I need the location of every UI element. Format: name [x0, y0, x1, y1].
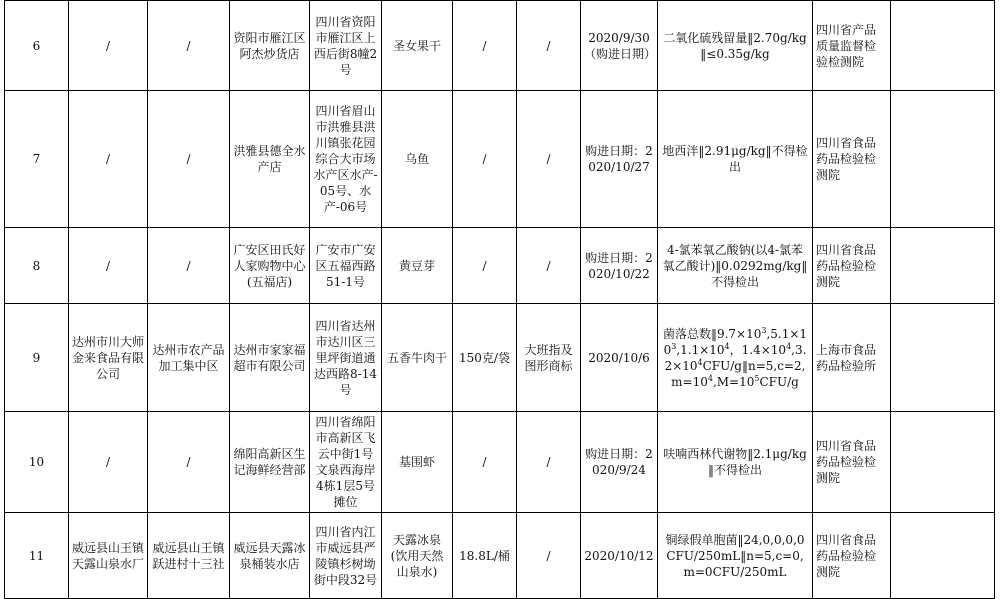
table-row: [5, 1, 995, 91]
item-exponent: 4: [724, 341, 730, 351]
sampled-unit-cell: 绵阳高新区生记海鲜经营部: [230, 412, 310, 513]
date-cell: 购进日期：2020/10/27: [581, 91, 658, 228]
item-exponent: 4: [707, 373, 713, 383]
date-cell: 2020/9/30（购进日期）: [581, 1, 658, 91]
item-exponent: 4: [786, 341, 792, 351]
producer-cell: /: [69, 1, 148, 91]
sampled-unit-cell: 广安区田氏好人家购物中心(五福店): [230, 228, 310, 304]
remark-cell: [891, 228, 995, 304]
table-row: [5, 228, 995, 304]
agency-cell: 四川省食品药品检验检测院: [813, 412, 891, 513]
item-exponent: 3: [671, 341, 677, 351]
sampled-address-cell: 四川省内江市威远县严陵镇杉树坳街中段32号: [310, 513, 382, 599]
producer-cell: /: [69, 412, 148, 513]
item-text: ,M=10: [712, 374, 755, 389]
item-text: CFU/g‖n=5,c=2,m=10: [671, 358, 806, 389]
date-cell: 购进日期：2020/9/24: [581, 412, 658, 513]
seq-cell: 8: [5, 228, 69, 304]
agency-cell: 上海市食品药品检验所: [813, 304, 891, 412]
inspection-item-cell: [658, 304, 813, 412]
agency-cell: 四川省食品药品检验检测院: [813, 228, 891, 304]
item-text: 菌落总数‖9.7×10: [662, 326, 762, 341]
sampling-results-table: [4, 0, 995, 599]
item-text: ,3.2×10: [664, 342, 807, 373]
sampled-address-cell: 四川省达州市达川区三里坪街道通达西路8-14号: [310, 304, 382, 412]
producer-address-cell: 达州市农产品加工集中区: [148, 304, 230, 412]
item-text: CFU/g: [759, 374, 799, 389]
agency-cell: 四川省食品药品检验检测院: [813, 91, 891, 228]
producer-cell: 达州市川大师金来食品有限公司: [69, 304, 148, 412]
item-text: ,1.1×10: [676, 342, 725, 357]
sampled-unit-cell: 资阳市雁江区阿杰炒货店: [230, 1, 310, 91]
brand-cell: /: [517, 412, 581, 513]
spec-cell: 150克/袋: [453, 304, 517, 412]
remark-cell: [891, 412, 995, 513]
producer-cell: 威远县山王镇天露山泉水厂: [69, 513, 148, 599]
food-name-cell: 圣女果干: [382, 1, 453, 91]
seq-cell: 6: [5, 1, 69, 91]
remark-cell: [891, 304, 995, 412]
inspection-item-cell: 4-氯苯氧乙酸钠(以4-氯苯氧乙酸计)‖0.0292mg/kg‖不得检出: [658, 228, 813, 304]
table-row: [5, 91, 995, 228]
spec-cell: /: [453, 1, 517, 91]
food-name-cell: 乌鱼: [382, 91, 453, 228]
sampled-unit-cell: 洪雅县德全水产店: [230, 91, 310, 228]
table-row: [5, 412, 995, 513]
producer-address-cell: /: [148, 412, 230, 513]
remark-cell: [891, 91, 995, 228]
inspection-item-cell: 铜绿假单胞菌‖24,0,0,0,0CFU/250mL‖n=5,c=0,m=0CFU/250mL: [658, 513, 813, 599]
inspection-item-cell: 二氧化硫残留量‖2.70g/kg‖≤0.35g/kg: [658, 1, 813, 91]
date-cell: 2020/10/6: [581, 304, 658, 412]
date-cell: 购进日期：2020/10/22: [581, 228, 658, 304]
spec-cell: /: [453, 228, 517, 304]
seq-cell: 11: [5, 513, 69, 599]
item-exponent: 4: [697, 357, 703, 367]
brand-cell: /: [517, 228, 581, 304]
agency-cell: 四川省食品药品检验检测院: [813, 513, 891, 599]
remark-cell: [891, 513, 995, 599]
food-name-cell: 黄豆芽: [382, 228, 453, 304]
item-text: ,5.1×10: [663, 326, 808, 357]
table-row: [5, 513, 995, 599]
spec-cell: /: [453, 412, 517, 513]
brand-cell: /: [517, 91, 581, 228]
agency-cell: 四川省产品质量监督检验检测院: [813, 1, 891, 91]
table-row: [5, 304, 995, 412]
brand-cell: /: [517, 513, 581, 599]
seq-cell: 10: [5, 412, 69, 513]
seq-cell: 9: [5, 304, 69, 412]
spec-cell: /: [453, 91, 517, 228]
item-text: ，1.4×10: [729, 342, 787, 357]
inspection-item-cell: 地西泮‖2.91μg/kg‖不得检出: [658, 91, 813, 228]
sampled-unit-cell: 威远县天露冰泉桶装水店: [230, 513, 310, 599]
item-exponent: 5: [754, 373, 760, 383]
producer-cell: /: [69, 228, 148, 304]
producer-address-cell: 威远县山王镇跃进村十三社: [148, 513, 230, 599]
sampled-address-cell: 四川省资阳市雁江区上西后街8幢2号: [310, 1, 382, 91]
seq-cell: 7: [5, 91, 69, 228]
food-name-cell: 基围虾: [382, 412, 453, 513]
sampled-unit-cell: 达州市家家福超市有限公司: [230, 304, 310, 412]
item-exponent: 3: [761, 325, 767, 335]
sampled-address-cell: 四川省绵阳市高新区飞云中街1号文泉西海岸4栋1层5号摊位: [310, 412, 382, 513]
inspection-item-cell: 呋喃西林代谢物‖2.1μg/kg‖不得检出: [658, 412, 813, 513]
food-name-cell: 天露冰泉(饮用天然山泉水): [382, 513, 453, 599]
date-cell: 2020/10/12: [581, 513, 658, 599]
spec-cell: 18.8L/桶: [453, 513, 517, 599]
sampled-address-cell: 广安市广安区五福西路51-1号: [310, 228, 382, 304]
remark-cell: [891, 1, 995, 91]
producer-cell: /: [69, 91, 148, 228]
producer-address-cell: /: [148, 91, 230, 228]
food-name-cell: 五香牛肉干: [382, 304, 453, 412]
sampled-address-cell: 四川省眉山市洪雅县洪川镇张花园综合大市场水产区水产-05号、水产-06号: [310, 91, 382, 228]
brand-cell: 大班指及图形商标: [517, 304, 581, 412]
producer-address-cell: /: [148, 1, 230, 91]
brand-cell: /: [517, 1, 581, 91]
producer-address-cell: /: [148, 228, 230, 304]
